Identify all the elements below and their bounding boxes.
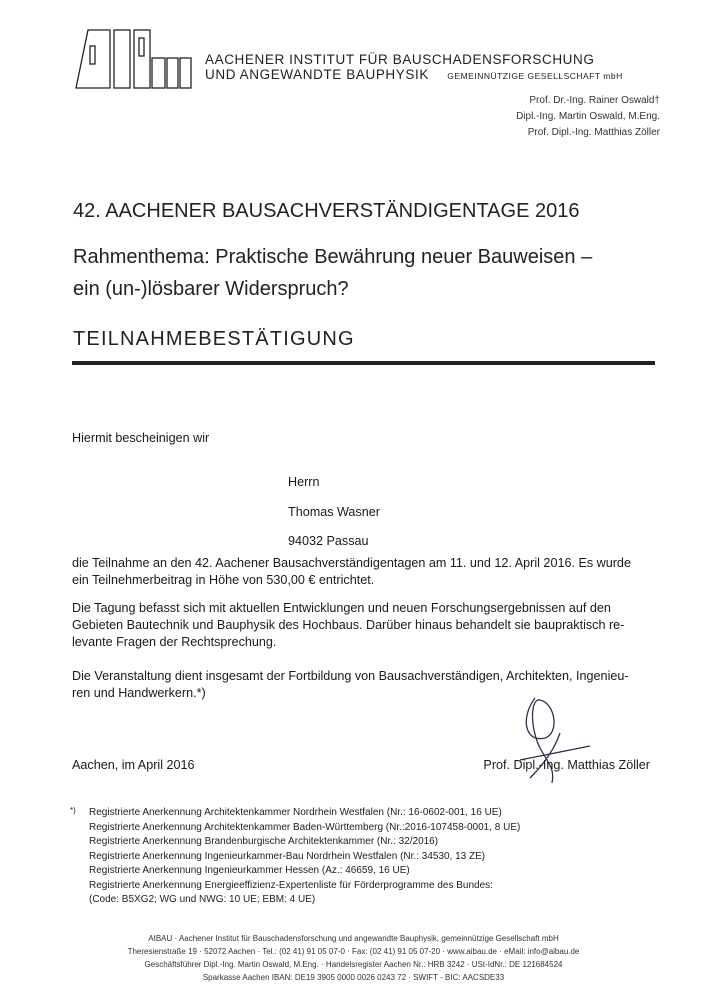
recipient-name: Thomas Wasner xyxy=(288,505,380,519)
text-line: Gebieten Bautechnik und Bauphysik des Hochbaus. Darüber hinaus behandelt sie baupraktisch re- xyxy=(72,618,625,632)
director-name: Dipl.-Ing. Martin Oswald, M.Eng. xyxy=(516,111,660,122)
signature xyxy=(500,688,600,793)
title-divider xyxy=(72,361,655,365)
institute-name-line2 xyxy=(205,67,623,82)
footnote-item: Registrierte Anerkennung Brandenburgische Architektenkammer (Nr.: 32/2016) xyxy=(89,836,439,847)
recipient-city: 94032 Passau xyxy=(288,534,369,548)
text-line: die Teilnahme an den 42. Aachener Bausachverständigentagen am 11. und 12. April 2016. Es wurde xyxy=(72,556,631,570)
director-name: Prof. Dr.-Ing. Rainer Oswald† xyxy=(529,95,660,106)
text-line: levante Fragen der Rechtsprechung. xyxy=(72,635,277,649)
footer-line: Geschäftsführer Dipl.-Ing. Martin Oswald, M.Eng. · Handelsregister Aachen Nr.: HRB 3242 · USt-IdNr.: DE 121684524 xyxy=(144,960,563,969)
paragraph-content xyxy=(72,600,624,651)
theme-line: Rahmenthema: Praktische Bewährung neuer Bauweisen – xyxy=(73,246,593,268)
event-title: 42. AACHENER BAUSACHVERSTÄNDIGENTAGE 2016 xyxy=(73,200,580,222)
footnote-list xyxy=(89,806,520,908)
institute-name-main: UND ANGEWANDTE BAUPHYSIK xyxy=(205,67,429,82)
director-name: Prof. Dipl.-Ing. Matthias Zöller xyxy=(527,127,660,138)
theme-line: ein (un-)lösbarer Widerspruch? xyxy=(73,278,349,300)
footnote-item: Registrierte Anerkennung Architektenkammer Nordrhein Westfalen (Nr.: 16-0602-001, 16 UE) xyxy=(89,807,502,818)
aibau-logo xyxy=(74,28,192,90)
intro-text: Hiermit bescheinigen wir xyxy=(72,431,210,445)
text-line: Die Veranstaltung dient insgesamt der Fortbildung von Bausachverständigen, Architekten, Ingenieu- xyxy=(72,669,629,683)
footnote-item: (Code: B5XG2; WG und NWG: 10 UE; EBM: 4 UE) xyxy=(89,894,316,905)
footnote-mark: *) xyxy=(70,806,76,815)
footer-line: Sparkasse Aachen IBAN: DE19 3905 0000 0026 0243 72 · SWIFT - BIC: AACSDE33 xyxy=(202,973,505,982)
paragraph-participation xyxy=(72,555,631,589)
footer-line: AIBAU · Aachener Institut für Bauschadensforschung und angewandte Bauphysik, gemeinnützige Gesellschaft mbH xyxy=(148,934,559,943)
footnote-item: Registrierte Anerkennung Energieeffizienz-Expertenliste für Förderprogramme des Bundes: xyxy=(89,879,493,891)
signatory-name: Prof. Dipl.-Ing. Matthias Zöller xyxy=(483,758,650,772)
letterhead-footer xyxy=(0,932,707,984)
text-line: ein Teilnehmerbeitrag in Höhe von 530,00 € entrichtet. xyxy=(72,573,375,587)
text-line: Die Tagung befasst sich mit aktuellen Entwicklungen und neuen Forschungsergebnissen auf den xyxy=(72,601,611,615)
footnote-item: Registrierte Anerkennung Ingenieurkammer-Bau Nordrhein Westfalen (Nr.: 34530, 13 ZE) xyxy=(89,850,486,862)
place-date: Aachen, im April 2016 xyxy=(72,758,195,772)
institute-name-line1: AACHENER INSTITUT FÜR BAUSCHADENSFORSCHUNG xyxy=(205,52,595,67)
document-type: TEILNAHMEBESTÄTIGUNG xyxy=(73,328,355,350)
text-line: ren und Handwerkern.*) xyxy=(72,686,206,700)
institute-legal-form: GEMEINNÜTZIGE GESELLSCHAFT mbH xyxy=(447,71,623,81)
footer-line: Theresienstraße 19 · 52072 Aachen · Tel.: (02 41) 91 05 07-0 · Fax: (02 41) 91 05 07-20 · www.aibau.de · eMail: info@aibau.de xyxy=(127,947,580,956)
footnote-item: Registrierte Anerkennung Ingenieurkammer Hessen (Az.: 46659, 16 UE) xyxy=(89,865,410,876)
footnote-item: Registrierte Anerkennung Architektenkammer Baden-Württemberg (Nr.:2016-107458-0001, 8 UE) xyxy=(89,821,521,833)
recipient-salutation: Herrn xyxy=(288,475,320,489)
